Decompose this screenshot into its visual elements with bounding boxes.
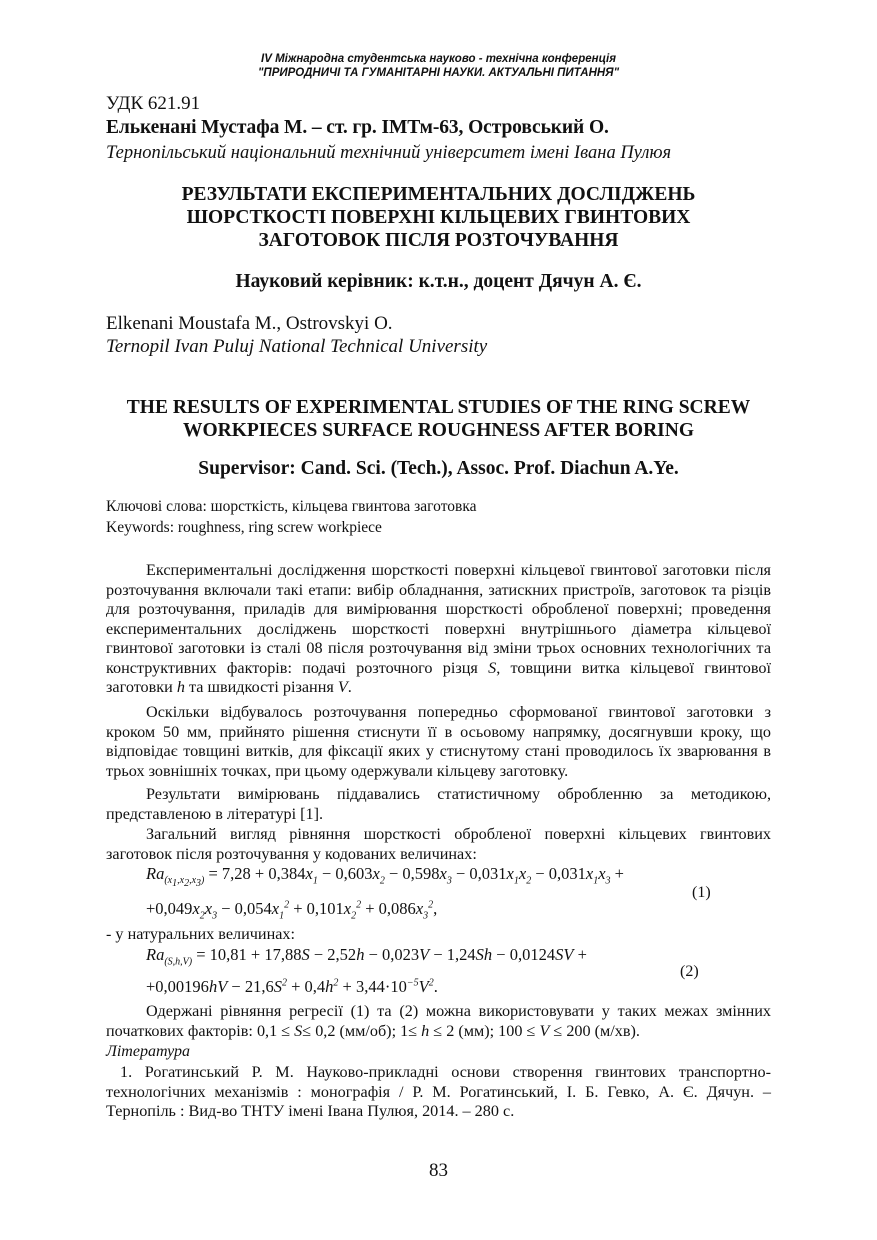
p1-text: та швидкості різання xyxy=(184,678,338,696)
p1-text: Експериментальні дослідження шорсткості поверхні кільцевої гвинтової заготовки після розточування включали такі етапи: вибір обладнання, затискних пристроїв, заготовок та різців для розточування, приладів для вимірювання шорсткості обробленої поверхні; проведення експериментальних досліджень шорсткості поверхні внутрішнього діаметра кільцевої гвинтової заготовки із сталі 08 після розточування від зміни трьох основних технологічних та конструктивних факторів: подачі розточного різця xyxy=(106,561,771,677)
var-v: V xyxy=(539,1021,550,1040)
conference-header-line-2: "ПРИРОДНИЧІ ТА ГУМАНІТАРНІ НАУКИ. АКТУАЛЬНІ ПИТАННЯ" xyxy=(257,67,620,79)
body-paragraph-1 xyxy=(106,561,771,698)
keywords-en: Keywords: roughness, ring screw workpiece xyxy=(106,519,382,536)
page-number: 83 xyxy=(429,1160,448,1181)
p1-text: . xyxy=(347,678,352,696)
supervisor-en: Supervisor: Cand. Sci. (Tech.), Assoc. Prof. Diachun A.Ye. xyxy=(198,458,679,479)
body-paragraph-2 xyxy=(106,703,771,781)
keywords-ua: Ключові слова: шорсткість, кільцева гвинтова заготовка xyxy=(106,498,477,515)
reference-1 xyxy=(106,1063,771,1122)
p3-text: Результати вимірювань піддавались статистичному обробленню за методикою, представленою в літературі [1]. xyxy=(106,785,771,823)
title-ua-line: РЕЗУЛЬТАТИ ЕКСПЕРИМЕНТАЛЬНИХ ДОСЛІДЖЕНЬ xyxy=(181,184,696,205)
supervisor-ua: Науковий керівник: к.т.н., доцент Дячун А. Є. xyxy=(235,271,642,292)
var-s: S xyxy=(488,658,497,677)
var-h: h xyxy=(176,678,185,696)
p4-text: Загальний вигляд рівняння шорсткості обробленої поверхні кільцевих гвинтових заготовок після розточування у кодованих величинах: xyxy=(106,825,771,863)
equation-2-line-1: $Ra_{(S,h,V)} = 10,81 + 17,88S - 2,52h - 0,023V - 1,24Sh - 0,0124SV$ + xyxy=(146,945,587,968)
udc-code: УДК 621.91 xyxy=(106,93,201,114)
title-ua-line: ЗАГОТОВОК ПІСЛЯ РОЗТОЧУВАННЯ xyxy=(258,230,619,251)
authors-ua: Елькенані Мустафа М. – ст. гр. ІМТм-63, Островський О. xyxy=(106,117,609,138)
affiliation-ua: Тернопільський національний технічний університет імені Івана Пулюя xyxy=(106,143,672,163)
equation-1-number: (1) xyxy=(692,884,711,901)
title-en-line: WORKPIECES SURFACE ROUGHNESS AFTER BORING xyxy=(182,420,695,441)
var-s: S xyxy=(294,1021,303,1040)
title-en-line: THE RESULTS OF EXPERIMENTAL STUDIES OF THE RING SCREW xyxy=(126,397,751,418)
body-paragraph-3 xyxy=(106,785,771,824)
p1-text: , товщини витка кільцевої гвинтової заготовки xyxy=(106,658,771,696)
reference-1-text: 1. Рогатинський Р. М. Науково-прикладні основи створення гвинтових транспортно-технологічних механізмів : монографія / Р. М. Рогатинський, І. Б. Гевко, А. Є. Дячун. – Тернопіль : Вид-во ТНТУ імені Івана Пулюя, 2014. – 280 с. xyxy=(106,1063,771,1120)
title-ua xyxy=(106,183,771,252)
literature-heading: Література xyxy=(106,1043,190,1060)
natural-values-label: - у натуральних величинах: xyxy=(106,925,296,943)
p2-text: Оскільки відбувалось розточування попередньо сформованої гвинтової заготовки з кроком 50 мм, прийнято рішення стиснути її в осьовому напрямку, досягнувши кроку, що відповідає товщині витків, для фіксації яких у стиснутому стані проводилось їх зварювання в трьох зовнішніх точках, при цьому одержували кільцеву заготовку. xyxy=(106,703,771,780)
p5-text: Одержані рівняння регресії (1) та (2) можна використовувати у таких межах змінних початкових факторів: 0,1 ≤ xyxy=(106,1002,771,1040)
body-paragraph-5 xyxy=(106,1002,771,1041)
body-paragraph-4 xyxy=(106,825,771,864)
equation-1-line-2: $+0,049x_2x_3 - 0,054x_1^2 + 0,101x_2^2 + 0,086x_3^2$, xyxy=(146,899,438,922)
equation-1-line-1: $Ra_{(x_1,x_2,x_3)} = 7,28 + 0,384x_1 - 0,603x_2 - 0,598x_3 - 0,031x_1x_2 - 0,031x_1x_3$ + xyxy=(146,864,624,890)
affiliation-en: Ternopil Ivan Puluj National Technical University xyxy=(106,336,488,357)
var-h: h xyxy=(421,1021,430,1040)
title-ua-line: ШОРСТКОСТІ ПОВЕРХНІ КІЛЬЦЕВИХ ГВИНТОВИХ xyxy=(186,207,691,228)
equation-2-line-2: $+0,00196hV - 21,6S^2 + 0,4h^2 + 3,44\cdot 10^{-5}V^2$. xyxy=(146,977,438,996)
title-en xyxy=(106,396,771,442)
var-v: V xyxy=(337,678,348,696)
p5-text: ≤ 0,2 (мм/об); 1≤ xyxy=(302,1021,422,1040)
p5-text: ≤ 2 (мм); 100 ≤ xyxy=(429,1021,540,1040)
p5-text: ≤ 200 (м/хв). xyxy=(549,1021,640,1040)
conference-header-line-1: IV Міжнародна студентська науково - технічна конференція xyxy=(261,53,616,65)
equation-2-number: (2) xyxy=(680,963,699,980)
authors-en: Elkenani Moustafa M., Ostrovskyi O. xyxy=(106,313,393,334)
